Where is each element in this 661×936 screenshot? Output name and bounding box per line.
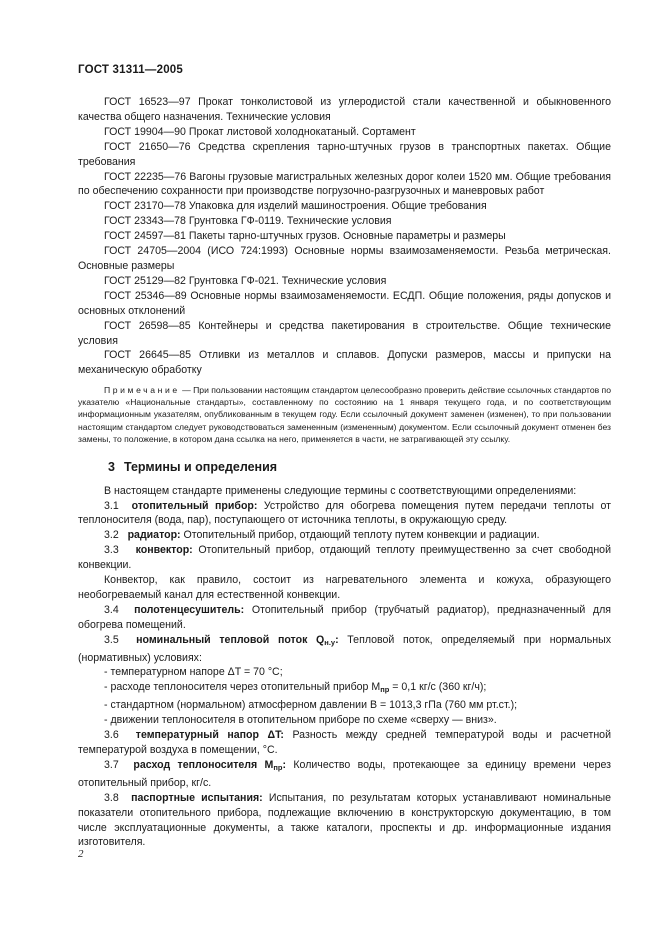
term-name-end: :: [282, 758, 287, 771]
term-3-5: [78, 633, 611, 666]
reference-item: ГОСТ 21650—76 Средства скрепления тарно-штучных грузов в транспортных пакетах. Общие требования: [78, 140, 611, 168]
term-definition: Устройство для обогрева помещения путем передачи теплоты от теплоносителя (вода, пар), поступающего от источника теплоты, в окружающую среду.: [78, 499, 611, 527]
page-number: 2: [78, 848, 84, 860]
term-3-3-note: Конвектор, как правило, состоит из нагревательного элемента и кожуха, образующего необогреваемый канал для естественной конвекции.: [78, 574, 611, 601]
condition-text-end: = 0,1 кг/с (360 кг/ч);: [389, 681, 487, 694]
term-number: 3.8: [104, 791, 119, 804]
term-name: паспортные испытания:: [131, 791, 263, 804]
term-number: 3.6: [104, 729, 119, 742]
term-definition: Разность между средней температурой воды и расчетной температурой воздуха в помещении, °С.: [78, 729, 611, 756]
term-3-8: [78, 791, 611, 851]
reference-item: ГОСТ 24597—81 Пакеты тарно-штучных грузов. Основные параметры и размеры: [104, 230, 506, 243]
normative-references-list: [78, 95, 611, 378]
document-body: [78, 95, 611, 850]
reference-item: ГОСТ 23170—78 Упаковка для изделий машиностроения. Общие требования: [104, 200, 487, 213]
reference-item: ГОСТ 24705—2004 (ИСО 724:1993) Основные нормы взаимозаменяемости. Резьба метрическая. Основные размеры: [78, 245, 611, 272]
note-paragraph: [78, 384, 611, 444]
note-block: [78, 384, 611, 444]
term-name: полотенцесушитель:: [134, 603, 245, 616]
term-definition: Отопительный прибор (трубчатый радиатор), предназначенный для обогрева помещений.: [78, 603, 611, 631]
reference-item: ГОСТ 22235—76 Вагоны грузовые магистральных железных дорог колеи 1520 мм. Общие требования по обеспечению сохранности при производстве погрузочно-разгрузочных и маневровых работ: [78, 170, 611, 198]
term-3-1: [78, 499, 611, 529]
term-name: номинальный тепловой поток Q: [136, 633, 325, 646]
note-label: Примечание: [104, 385, 180, 396]
term-number: 3.7: [104, 758, 119, 771]
reference-item: ГОСТ 26645—85 Отливки из металлов и сплавов. Допуски размеров, массы и припуски на механическую обработку: [78, 349, 611, 377]
term-3-7: [78, 758, 611, 791]
term-definition: Количество воды, протекающее за единицу времени через отопительный прибор, кг/с.: [78, 758, 611, 789]
term-3-2: [78, 528, 611, 543]
term-definition: Испытания, по результатам которых устанавливают номинальные показатели отопительного прибора, подлежащие включению в конструкторскую документацию, в том числе эксплуатационные документы, а также каталоги, проспекты и др. информационные издания изготовителя.: [78, 791, 611, 849]
reference-item: ГОСТ 16523—97 Прокат тонколистовой из углеродистой стали качественной и обыкновенного качества общего назначения. Технические условия: [78, 96, 611, 123]
term-definition: Отопительный прибор, отдающий теплоту преимущественно за счет свободной конвекции.: [78, 544, 611, 572]
section-number: 3: [108, 459, 115, 474]
term-definition: Отопительный прибор, отдающий теплоту путем конвекции и радиации.: [180, 529, 540, 542]
reference-item: ГОСТ 19904—90 Прокат листовой холоднокатаный. Сортамент: [104, 125, 416, 138]
reference-item: ГОСТ 25346—89 Основные нормы взаимозаменяемости. ЕСДП. Общие положения, ряды допусков и основных отклонений: [78, 289, 611, 317]
condition-item: [78, 680, 611, 698]
term-name-end: :: [335, 633, 339, 646]
section-title: Термины и определения: [123, 459, 278, 474]
reference-item: ГОСТ 25129—82 Грунтовка ГФ-021. Технические условия: [104, 274, 387, 287]
reference-item: ГОСТ 23343—78 Грунтовка ГФ-0119. Технические условия: [104, 215, 392, 228]
reference-item: ГОСТ 26598—85 Контейнеры и средства пакетирования в строительстве. Общие технические условия: [78, 319, 611, 347]
note-text: — При пользовании настоящим стандартом целесообразно проверить действие ссылочных стандартов по указателю «Национальные стандарты», составленному по состоянию на 1 января текущего года, и по соответствующим информационным указателям, опубликованным в текущем году. Если ссылочный документ заменен (изменен), то при пользовании настоящим стандартом следует руководствоваться замененным (измененным) документом. Если ссылочный документ отменен без замены, то положение, в котором дана ссылка на него, применяется в части, не затрагивающей эту ссылку.: [78, 385, 611, 444]
term-3-6: [78, 728, 611, 758]
term-3-3: [78, 543, 611, 573]
term-3-4: [78, 603, 611, 633]
term-number: 3.4: [104, 603, 119, 616]
section-heading: [78, 460, 611, 475]
term-subscript: пр: [273, 762, 283, 772]
term-subscript: н.у: [324, 637, 336, 647]
term-number: 3.3: [104, 544, 119, 557]
document-header: ГОСТ 31311—2005: [78, 64, 183, 76]
term-number: 3.5: [104, 633, 119, 646]
term-name: конвектор:: [135, 544, 193, 557]
condition-subscript: пр: [380, 685, 390, 695]
condition-item: - температурном напоре ΔT = 70 °С;: [104, 666, 283, 679]
term-number: 3.1: [104, 499, 119, 512]
condition-text: - расходе теплоносителя через отопительный прибор M: [104, 681, 381, 694]
term-name: радиатор:: [127, 529, 181, 542]
term-name: температурный напор ΔT:: [135, 729, 284, 742]
term-name: отопительный прибор:: [131, 499, 258, 512]
term-number: 3.2: [104, 529, 119, 542]
condition-item: - движении теплоносителя в отопительном приборе по схеме «сверху — вниз».: [104, 714, 497, 727]
condition-item: - стандартном (нормальном) атмосферном давлении B = 1013,3 гПа (760 мм рт.ст.);: [104, 699, 518, 712]
section-intro: В настоящем стандарте применены следующие термины с соответствующими определениями:: [104, 484, 577, 497]
term-definition: Тепловой поток, определяемый при нормальных (нормативных) условиях:: [78, 633, 611, 664]
term-name: расход теплоносителя M: [133, 758, 274, 771]
